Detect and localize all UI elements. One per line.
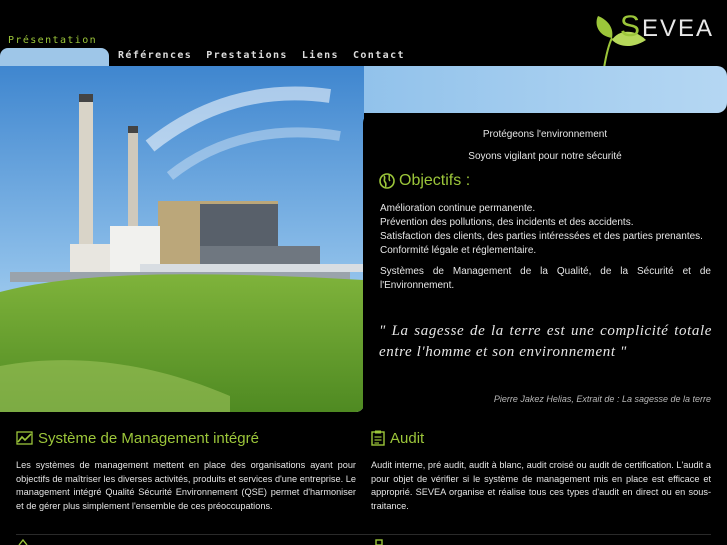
- section-management-integre: [16, 428, 356, 513]
- globe-icon: [379, 173, 395, 189]
- section-body: Les systèmes de management mettent en place des organisations ayant pour objectifs de maîtriser les diverses activités, produits et services d'une entreprise. Le management intégré Qualité Sécurité Environnement (QSE) permet d'harmoniser et de gérer plus simplement l'ensemble de ces préoccupations.: [16, 460, 356, 511]
- clipboard-icon: [371, 430, 385, 446]
- tagline-environment: Protégeons l'environnement: [482, 129, 608, 140]
- list-item: Amélioration continue permanente.: [380, 203, 536, 214]
- chart-icon: [16, 431, 33, 445]
- intro-panel: [363, 113, 727, 412]
- section-body: Audit interne, pré audit, audit à blanc, audit croisé ou audit de certification. L'audit a pour objet de vérifier si le système de management mis en place est efficace et approprié. SEVEA organise et réalise tous ces types d'audit en direct ou en sous-traitance.: [371, 460, 711, 511]
- list-item: Prévention des pollutions, des incidents et des accidents.: [380, 217, 634, 228]
- hero-power-plant-image: [0, 66, 364, 412]
- active-tab-indicator: [0, 48, 109, 68]
- section-audit: [371, 428, 711, 513]
- tagline-security: Soyons vigilant pour notre sécurité: [468, 151, 622, 162]
- section-icon-partial: [374, 539, 384, 545]
- brand-logo[interactable]: [594, 6, 715, 72]
- section-divider: [16, 534, 711, 535]
- main-nav: [118, 50, 419, 61]
- quote-text: " La sagesse de la terre est une complicité totale entre l'homme et son environnement ": [379, 323, 712, 360]
- list-item: Satisfaction des clients, des parties intéressées et des parties prenantes.: [380, 231, 703, 242]
- nav-item-presentation[interactable]: Présentation: [8, 35, 98, 46]
- objectifs-heading: [379, 172, 470, 190]
- section-title: Audit: [390, 429, 425, 447]
- systemes-text: Systèmes de Management de la Qualité, de la Sécurité et de l'Environnement.: [380, 266, 711, 291]
- nav-item-liens[interactable]: Liens: [301, 50, 339, 61]
- section-icon-partial: [18, 539, 28, 545]
- quote-source: Pierre Jakez Helias, Extrait de : La sagesse de la terre: [493, 394, 711, 404]
- objectifs-title: Objectifs :: [399, 172, 471, 189]
- section-title: Système de Management intégré: [38, 429, 259, 447]
- nav-item-prestations[interactable]: Prestations: [206, 50, 288, 61]
- nav-item-references[interactable]: Références: [118, 50, 193, 61]
- brand-name: SEVEA: [620, 10, 715, 43]
- nav-item-contact[interactable]: Contact: [352, 50, 405, 61]
- list-item: Conformité légale et réglementaire.: [380, 245, 537, 256]
- objectifs-list: [380, 202, 703, 258]
